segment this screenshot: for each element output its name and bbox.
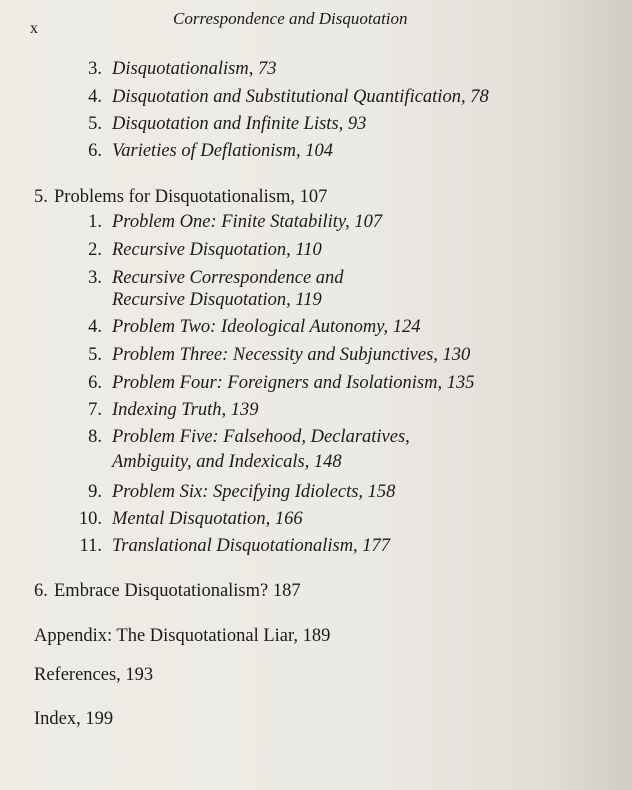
toc-entry: 5. Disquotation and Infinite Lists, 93 [88,114,367,134]
toc-entry: 4. Disquotation and Substitutional Quantification, 78 [88,87,489,107]
toc-entry: 2. Recursive Disquotation, 110 [88,240,322,260]
toc-entry-continuation: Ambiguity, and Indexicals, 148 [112,452,342,472]
toc-entry: 5. Problem Three: Necessity and Subjunctives, 130 [88,345,471,365]
toc-index: Index, 199 [34,709,114,729]
toc-entry: 11. Translational Disquotationalism, 177 [79,536,391,556]
running-head: Correspondence and Disquotation [173,9,408,28]
toc-chapter: 5. Problems for Disquotationalism, 107 [34,187,328,207]
toc-entry: 3. Disquotationalism, 73 [88,59,277,79]
toc-entry: 9. Problem Six: Specifying Idiolects, 158 [88,482,396,502]
toc-entry: 3. Recursive Correspondence and [88,268,344,288]
toc-entry: 1. Problem One: Finite Statability, 107 [88,212,383,232]
toc-entry: 6. Problem Four: Foreigners and Isolationism, 135 [88,373,475,393]
page-number: x [30,20,38,37]
toc-references: References, 193 [34,665,154,685]
toc-entry: 10. Mental Disquotation, 166 [78,509,303,529]
toc-appendix: Appendix: The Disquotational Liar, 189 [34,626,331,646]
toc-entry: 6. Varieties of Deflationism, 104 [88,141,333,161]
toc-chapter: 6. Embrace Disquotationalism? 187 [34,581,301,601]
toc-entry: 7. Indexing Truth, 139 [88,400,259,420]
toc-entry: 4. Problem Two: Ideological Autonomy, 124 [88,317,421,337]
toc-entry: 8. Problem Five: Falsehood, Declaratives, [88,427,410,447]
toc-entry-continuation: Recursive Disquotation, 119 [112,290,322,310]
